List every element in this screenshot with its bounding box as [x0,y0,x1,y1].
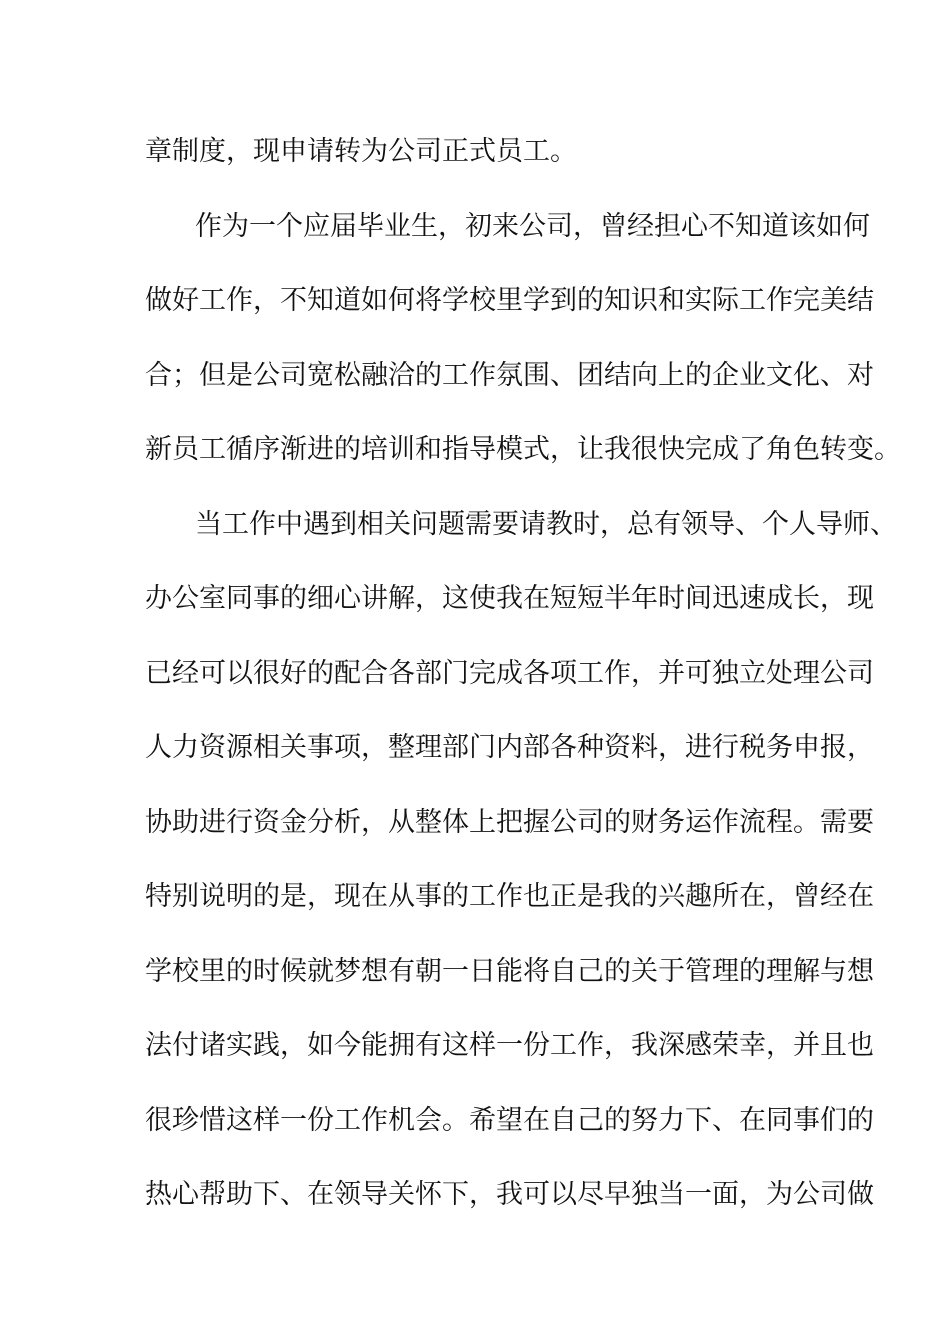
text-line: 法付诸实践，如今能拥有这样一份工作，我深感荣幸，并且也 [145,1030,874,1061]
paragraph-start-line: 当工作中遇到相关问题需要请教时，总有领导、个人导师、 [195,508,897,540]
text-line: 合；但是公司宽松融洽的工作氛围、团结向上的企业文化、对 [145,359,874,391]
document-body [145,125,901,1243]
text-line: 新员工循序渐进的培训和指导模式，让我很快完成了角色转变。 [145,434,901,465]
text-line: 热心帮助下、在领导关怀下，我可以尽早独当一面，为公司做 [145,1179,874,1210]
text-line: 章制度，现申请转为公司正式员工。 [145,136,577,167]
text-line: 已经可以很好的配合各部门完成各项工作，并可独立处理公司 [145,657,874,689]
text-line: 协助进行资金分析，从整体上把握公司的财务运作流程。需要 [145,806,874,838]
text-line: 人力资源相关事项，整理部门内部各种资料，进行税务申报， [145,732,874,763]
text-line: 很珍惜这样一份工作机会。希望在自己的努力下、在同事们的 [145,1104,874,1136]
text-line: 做好工作，不知道如何将学校里学到的知识和实际工作完美结 [145,285,874,316]
text-line: 办公室同事的细心讲解，这使我在短短半年时间迅速成长，现 [145,583,874,614]
paragraph-start-line: 作为一个应届毕业生，初来公司，曾经担心不知道该如何 [195,210,870,242]
text-line: 学校里的时候就梦想有朝一日能将自己的关于管理的理解与想 [145,955,874,987]
text-line: 特别说明的是，现在从事的工作也正是我的兴趣所在，曾经在 [145,881,874,912]
